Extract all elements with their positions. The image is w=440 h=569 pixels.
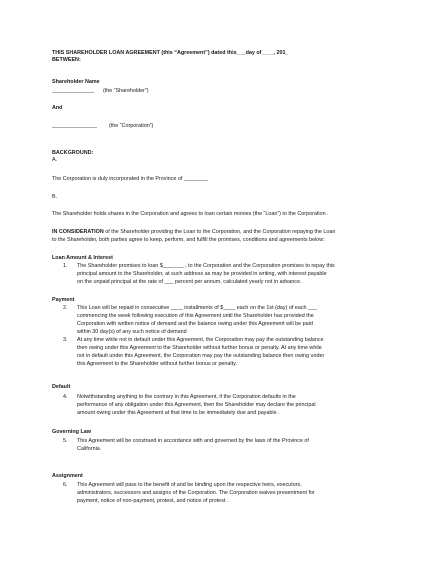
corporation-role: (the “Corporation”) [109,123,154,129]
background-a-text: The Corporation is duly incorporated in the Province of ________ [52,176,208,182]
between-label: BETWEEN: [52,57,81,63]
clause-1-line: on the unpaid principal at the rate of ___ percent per annum, calculated yearly not in advance. [77,279,302,285]
shareholder-name-label: Shareholder Name [52,79,100,85]
clause-6-number: 6. [63,482,68,488]
clause-5-line: This Agreement will be construed in accordance with and governed by the laws of the Province of [77,438,309,444]
clause-6-line: administrators, successors and assigns of the Corporation. The Corporation waives presentment for [77,490,315,496]
governing-law-heading: Governing Law [52,429,91,435]
clause-2-line: Corporation with written notice of demand and the balance owing under this Agreement will be paid [77,321,313,327]
clause-1-number: 1. [63,263,68,269]
clause-2-line: within 30 day(s) of any such notice of demand [77,329,187,335]
payment-heading: Payment [52,297,75,303]
consideration-line-1 [52,229,335,237]
clause-6-line: payment, notice of non-payment, protest, and notice of protest . [77,498,229,504]
clause-4-line: performance of any obligation under this Agreement, then the Shareholder may declare the principal [77,402,316,408]
corporation-blank: _______________ [52,123,97,129]
agreement-title: THIS SHAREHOLDER LOAN AGREEMENT (this “Agreement”) dated this___day of____, 201_ [52,50,289,56]
clause-4-line: amount owing under this Agreement at that time to be immediately due and payable . [77,410,280,416]
clause-3-line: not in default under this Agreement, the Corporation may pay the outstanding balance then owing under [77,353,325,359]
clause-3-line: this Agreement to the Shareholder without further bonus or penalty. [77,361,237,367]
clause-5-number: 5. [63,438,68,444]
default-heading: Default [52,384,71,390]
clause-1-line: principal amount to the Shareholder, at such address as may be provided in writing, with interest payable [77,271,327,277]
clause-4-line: Notwithstanding anything to the contrary in this Agreement, if the Corporation defaults in the [77,394,296,400]
clause-3-line: then owing under this Agreement to the Shareholder without further bonus or penalty. At any time while [77,345,322,351]
clause-1-line: The Shareholder promises to loan $_______ , to the Corporation and the Corporation promises to repay this [77,263,335,269]
and-label: And [52,105,63,111]
background-b-text: The Shareholder holds shares in the Corporation and agrees to loan certain monies (the “Loan”) to the Corporation . [52,211,329,217]
clause-2-line: commencing the week following execution of this Agreement until the Shareholder has provided the [77,313,314,319]
shareholder-role: (the “Shareholder”) [103,88,149,94]
clause-6-line: This Agreement will pass to the benefit of and be binding upon the respective heirs, executors, [77,482,302,488]
clause-3-line: At any time while not in default under this Agreement, the Corporation may pay the outstanding balance [77,337,324,343]
clause-2-number: 2. [63,305,68,311]
background-heading: BACKGROUND: [52,150,94,156]
consideration-line-1-text: of the Shareholder providing the Loan to the Corporation, and the Corporation repaying the Loan [103,229,336,235]
consideration-line-2: to the Shareholder, both parties agree to keep, perform, and fulfill the promises, conditions and agreements below: [52,237,325,243]
clause-5-line: California. [77,446,102,452]
loan-heading: Loan Amount & Interest [52,255,113,261]
clause-2-line: This Loan will be repaid in consecutive ____ installments of $____ each on the 1st (day) of each ___ [77,305,318,311]
shareholder-blank: ______________ [52,88,94,94]
assignment-heading: Assignment [52,473,83,479]
background-b-label: B. [52,194,58,200]
background-a-label: A. [52,157,58,163]
clause-3-number: 3. [63,337,68,343]
consideration-lead: IN CONSIDERATION [52,229,104,235]
clause-4-number: 4. [63,394,68,400]
